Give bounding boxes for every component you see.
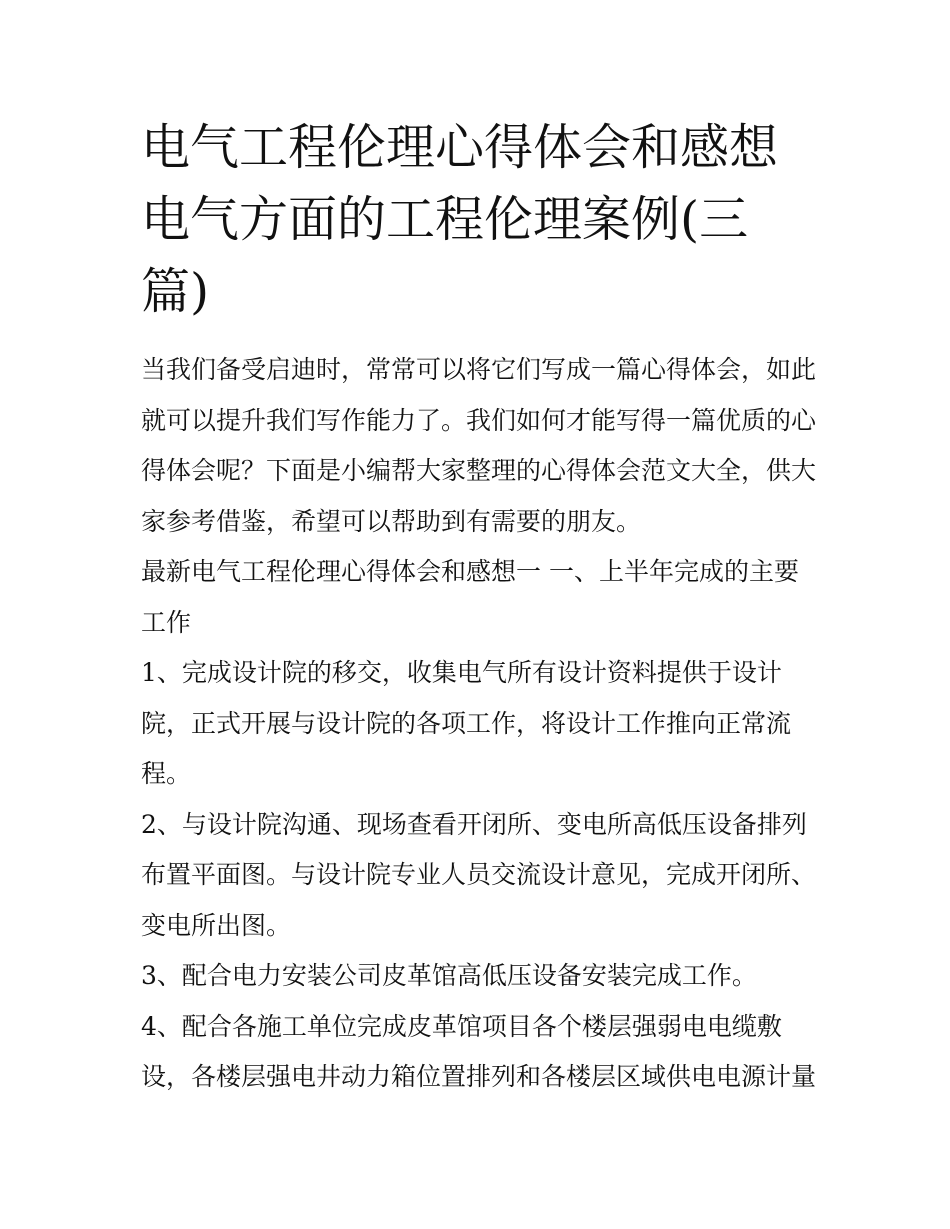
document-page: [141, 112, 817, 1103]
text-line: 得体会呢？下面是小编帮大家整理的心得体会范文大全，供大: [141, 456, 817, 485]
text-line: 当我们备受启迪时，常常可以将它们写成一篇心得体会，如此: [141, 355, 817, 384]
text-line: 程。: [141, 759, 192, 788]
text-line: 家参考借鉴，希望可以帮助到有需要的朋友。: [141, 506, 642, 536]
text-line: 3、配合电力安装公司皮革馆高低压设备安装完成工作。: [141, 961, 757, 990]
document-body: [141, 345, 817, 1103]
text-line: 1、完成设计院的移交，收集电气所有设计资料提供于设计: [141, 658, 782, 687]
paragraph-item-2: [141, 800, 817, 952]
title-line: 篇): [141, 263, 210, 320]
paragraph-intro: [141, 345, 817, 547]
text-line: 4、配合各施工单位完成皮革馆项目各个楼层强弱电电缆敷: [141, 1011, 782, 1041]
paragraph-item-1: [141, 648, 817, 800]
text-line: 布置平面图。与设计院专业人员交流设计意见，完成开闭所、: [141, 860, 817, 889]
text-line: 设，各楼层强电井动力箱位置排列和各楼层区域供电电源计量: [141, 1062, 817, 1091]
title-line: 电气工程伦理心得体会和感想: [141, 119, 779, 176]
text-line: 院，正式开展与设计院的各项工作，将设计工作推向正常流: [141, 708, 792, 738]
text-line: 最新电气工程伦理心得体会和感想一 一、上半年完成的主要: [141, 557, 799, 586]
paragraph-item-4: [141, 1002, 817, 1103]
title-line: 电气方面的工程伦理案例(三: [141, 191, 749, 248]
text-line: 就可以提升我们写作能力了。我们如何才能写得一篇优质的心: [141, 405, 817, 435]
paragraph-item-3: [141, 951, 817, 1002]
paragraph-section-heading: [141, 547, 817, 648]
document-title: [141, 112, 817, 328]
text-line: 工作: [141, 607, 192, 637]
text-line: 2、与设计院沟通、现场查看开闭所、变电所高低压设备排列: [141, 809, 807, 839]
text-line: 变电所出图。: [141, 910, 292, 940]
